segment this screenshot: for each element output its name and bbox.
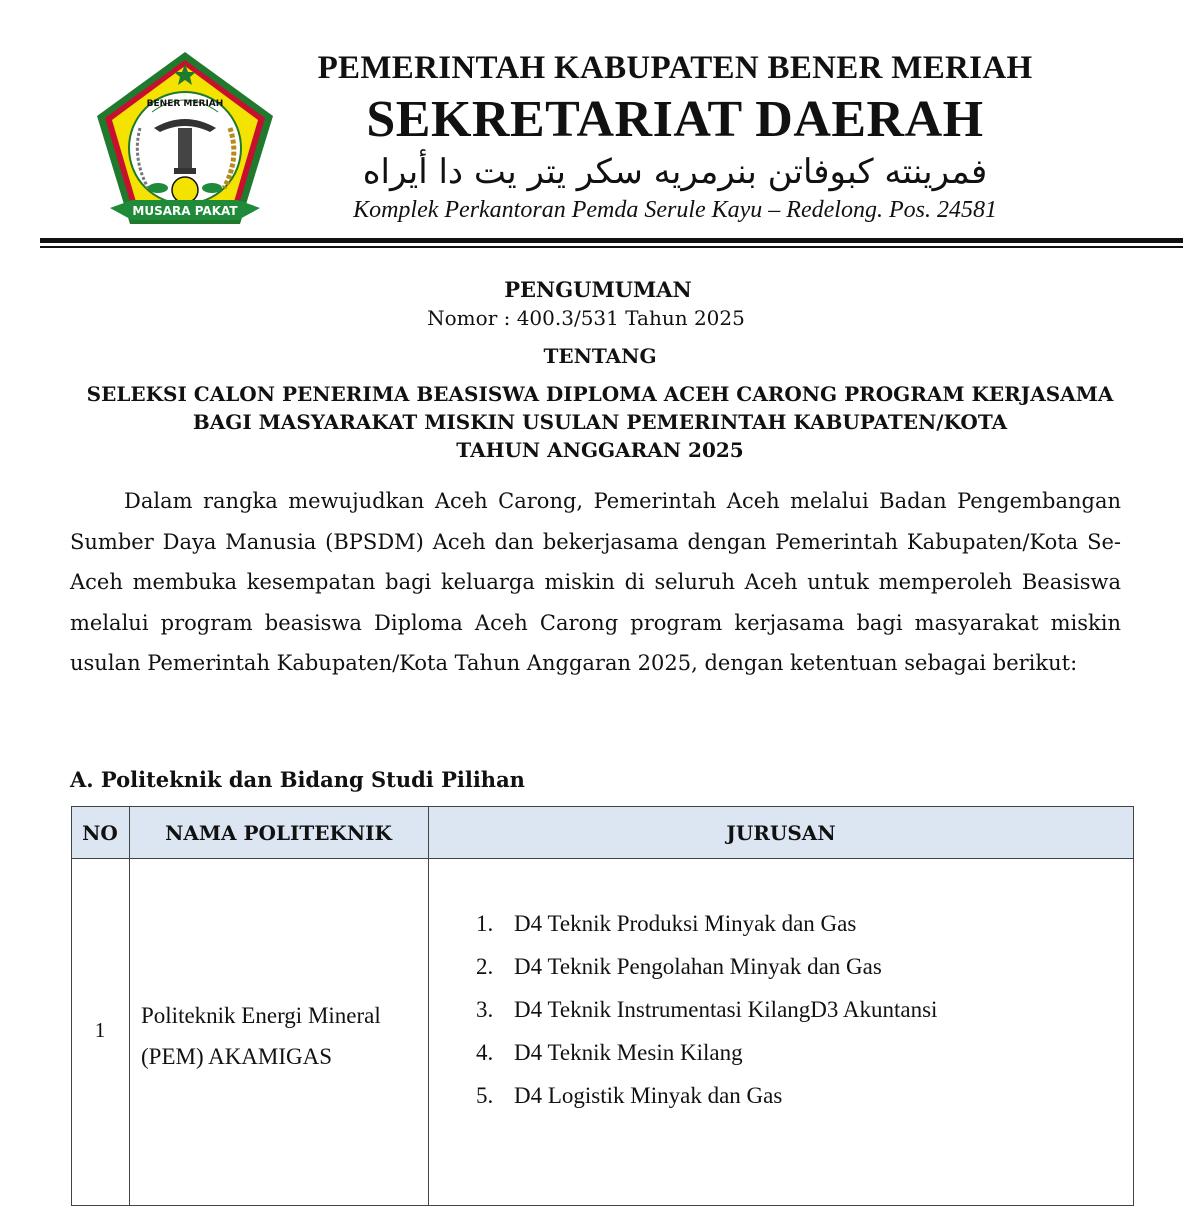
subject-line: BAGI MASYARAKAT MISKIN USULAN PEMERINTAH KABUPATEN/KOTA <box>192 410 1008 434</box>
list-item-text: D4 Teknik Produksi Minyak dan Gas <box>514 911 857 936</box>
list-item-number: 1. <box>476 911 494 936</box>
header-major: JURUSAN <box>726 821 836 845</box>
list-item <box>476 951 937 994</box>
list-item-text: D4 Teknik Instrumentasi KilangD3 Akuntansi <box>514 997 938 1022</box>
header-no: NO <box>82 821 118 845</box>
document-number: Nomor : 400.3/531 Tahun 2025 <box>427 306 745 330</box>
list-item-text: D4 Logistik Minyak dan Gas <box>514 1083 783 1108</box>
list-item-number: 3. <box>476 997 494 1022</box>
list-item-number: 4. <box>476 1040 494 1065</box>
list-item <box>476 1080 937 1123</box>
office-name: SEKRETARIAT DAERAH <box>366 91 984 148</box>
list-item-text: D4 Teknik Mesin Kilang <box>514 1040 743 1065</box>
government-name: PEMERINTAH KABUPATEN BENER MERIAH <box>317 50 1033 86</box>
header-divider-thin <box>40 246 1183 248</box>
section-a-title: A. Politeknik dan Bidang Studi Pilihan <box>70 767 525 792</box>
office-address: Komplek Perkantoran Pemda Serule Kayu – Redelong. Pos. 24581 <box>353 197 997 223</box>
header-divider-thick <box>40 238 1183 243</box>
table-col-divider <box>129 806 130 1206</box>
about-label: TENTANG <box>543 344 657 368</box>
logo-ribbon-text: MUSARA PAKAT <box>132 204 238 218</box>
subject-line: SELEKSI CALON PENERIMA BEASISWA DIPLOMA ACEH CARONG PROGRAM KERJASAMA <box>86 382 1114 406</box>
list-item-number: 2. <box>476 954 494 979</box>
list-item <box>476 1037 937 1080</box>
list-item-number: 5. <box>476 1083 494 1108</box>
document-type: PENGUMUMAN <box>504 277 692 302</box>
list-item <box>476 994 937 1037</box>
politeknik-name-line: (PEM) AKAMIGAS <box>141 1044 333 1069</box>
list-item-text: D4 Teknik Pengolahan Minyak dan Gas <box>514 954 882 979</box>
politeknik-name-line: Politeknik Energi Mineral <box>141 1003 381 1028</box>
header-name: NAMA POLITEKNIK <box>165 821 392 845</box>
list-item <box>476 908 937 951</box>
office-name-jawi: فمرينته كبوفاتن بنرمريه سكر يتر يت دا أيراه <box>362 152 988 192</box>
intro-paragraph: Dalam rangka mewujudkan Aceh Carong, Pemerintah Aceh melalui Badan Pengembangan Sumber Daya Manusia (BPSDM) Aceh dan bekerjasama dengan Pemerintah Kabupaten/Kota Se-Aceh membuka kesempatan bagi keluarga miskin di seluruh Aceh untuk memperoleh Beasiswa melalui program beasiswa Diploma Aceh Carong program kerjasama bagi masyarakat miskin usulan Pemerintah Kabupaten/Kota Tahun Anggaran 2025, dengan ketentuan sebagai berikut: <box>70 489 1121 675</box>
politeknik-name <box>141 995 426 1077</box>
major-list <box>476 908 937 1123</box>
document-subject <box>40 380 1160 464</box>
table-col-divider <box>428 806 429 1206</box>
row-number: 1 <box>94 1018 106 1042</box>
logo-top-text: BENER MERIAH <box>146 99 224 109</box>
subject-line: TAHUN ANGGARAN 2025 <box>456 438 744 462</box>
